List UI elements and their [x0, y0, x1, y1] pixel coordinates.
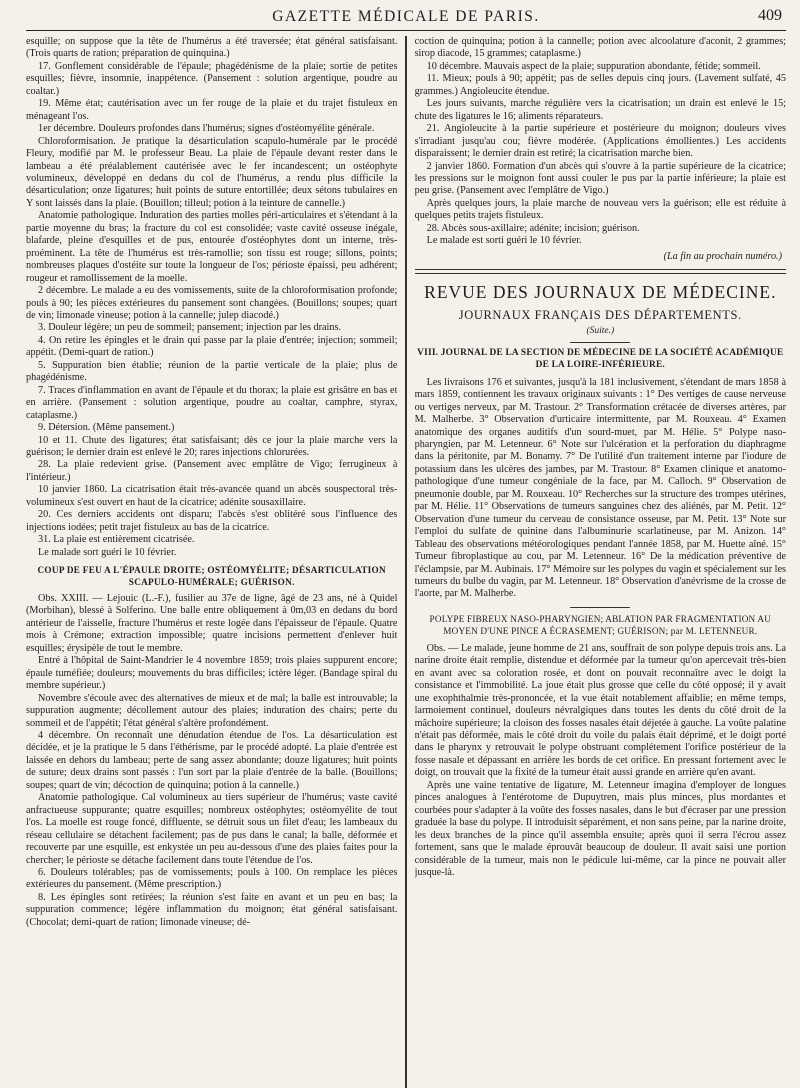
- section-rule: [415, 273, 786, 274]
- paragraph: Anatomie pathologique. Induration des parties molles péri-articulaires et s'étendant à la partie moyenne du bras; la fracture du col est consolidée; vaste cavité osseuse inégale, blafarde, pleine d'esquilles et de pus, entourée d'ostéophytes dont un interne, très-proéminent. La tête de l'humérus est très-ramollie; son tissu est rouge; sillons, points; nombreuses plaques d'ostéite sur toute la longueur de l'os; périoste épaissi, peu adhérent; rougeur et ramollissement de la moelle.: [26, 210, 398, 284]
- paragraph: 10 et 11. Chute des ligatures; état satisfaisant; dès ce jour la plaie marche vers la guérison; le dernier drain est enlevé le 20; rares injections chlorurées.: [26, 434, 398, 458]
- paragraph: 6. Douleurs tolérables; pas de vomissements; pouls à 100. On remplace les pièces extérieures du pansement. (Même prescription.): [26, 867, 398, 891]
- paragraph: 10 janvier 1860. La cicatrisation était très-avancée quand un abcès souspectoral très-volumineux s'est ouvert en haut de la cicatrice; adénite sousaxillaire.: [26, 484, 398, 508]
- case-xxiii: [26, 593, 397, 929]
- right-column: [415, 36, 786, 1088]
- columns: [26, 36, 786, 1088]
- section-title: REVUE DES JOURNAUX DE MÉDECINE.: [424, 281, 777, 302]
- paragraph: 11. Mieux; pouls à 90; appétit; pas de selles depuis cinq jours. (Lavement sulfaté, 45 grammes.) Angioleucite étendue.: [414, 73, 786, 97]
- case-continuation-right: [415, 36, 786, 248]
- paragraph: Les jours suivants, marche régulière vers la cicatrisation; un drain est enlevé le 15; chute des ligatures le 16; aliments réparateurs.: [414, 98, 786, 122]
- paragraph: Anatomie pathologique. Cal volumineux au tiers supérieur de l'humérus; vaste cavité anfractueuse suppurante; quatre esquilles; nombreux ostéophytes; ostéomyélite de tout l'os. La moelle est rouge foncé, diffluente, se détruit sous un filet d'eau; les lambeaux du réseau cellulaire se détachent facilement; pas de pus dans le canal; la balle, déformée et recouverte par une esquille, est enkystée un peu au-dessous d'une des plaies faites pour la chercher; le périoste se détache facilement dans toute l'étendue de l'os.: [26, 792, 398, 866]
- page-header: [26, 6, 786, 31]
- short-rule: [570, 342, 630, 343]
- paragraph: 2 janvier 1860. Formation d'un abcès qui s'ouvre à la partie supérieure de la cicatrice; les pressions sur le moignon font aussi couler le pus par la partie inférieure; la plaie est peu grise. (Pansement avec l'emplâtre de Vigo.): [414, 160, 786, 197]
- paragraph: Entré à l'hôpital de Saint-Mandrier le 4 novembre 1859; trois plaies suppurent encore; épaule tuméfiée; douleurs; mouvements du bras difficiles; ictère léger. (Bandage spiral du membre supérieur.): [26, 655, 398, 692]
- paragraph: 8. Les épingles sont retirées; la réunion s'est faite en avant et un peu en bas; la suppuration commence; légère inflammation du moignon; état général satisfaisant. (Chocolat; demi-quart de ration; limonade vineuse; dé-: [26, 891, 398, 928]
- paragraph: 4 décembre. On reconnaît une dénudation étendue de l'os. La désarticulation est décidée, et je la pratique le 5 dans l'éthérisme, par le procédé adopté. La plaie d'entrée est laissée en dehors du lambeau; perte de sang assez abondante; douze ligatures; huit points de suture; deux drains sont passés : l'un sort par la plaie d'entrée de la balle. (Bouillons; soupes; quart de vin; décoction de quinquina; potion à la cannelle.): [26, 730, 398, 791]
- paragraph: Après quelques jours, la plaie marche de nouveau vers la guérison; elle est réduite à quelques petits trajets fistuleux.: [414, 197, 786, 222]
- paragraph: 9. Détersion. (Même pansement.): [38, 422, 175, 434]
- page-number: 409: [758, 7, 782, 24]
- paragraph: 28. Abcès sous-axillaire; adénite; incision; guérison.: [426, 222, 640, 234]
- section-subtitle: JOURNAUX FRANÇAIS DES DÉPARTEMENTS.: [458, 307, 742, 322]
- journal-title: GAZETTE MÉDICALE DE PARIS.: [272, 8, 540, 25]
- paragraph: 17. Gonflement considérable de l'épaule; phagédénisme de la plaie; sortie de petites esquilles; fièvre, insomnie, inappétence. (Pansement : solution argentique, poudre au coaltar.): [26, 60, 398, 97]
- paragraph: Chloroformisation. Je pratique la désarticulation scapulo-humérale par le procédé Fleury, modifié par M. le professeur Beau. La plaie de l'épaule devant rester dans le lambeau a été préalablement cautérisée avec le fer incandescent; un ostéophyte volumineux, développé en dedans du col de l'humérus, a rendu plus difficile la désarticulation; onze ligatures; huit points de suture entortillée; deux sétons tubulaires en Y sont laissés dans la plaie. (Bouillon; tilleul; potion à la teinture de cannelle.): [26, 135, 398, 209]
- paragraph: 2 décembre. Le malade a eu des vomissements, suite de la chloroformisation profonde; pouls à 90; les pièces extérieures du pansement sont changées. (Bouillons; soupes; quart de vin; limonade vineuse; potion à la cannelle; julep diacodé.): [26, 285, 398, 321]
- paragraph: Les livraisons 176 et suivantes, jusqu'à la 181 inclusivement, s'étendant de mars 1858 à mars 1859, contiennent les travaux originaux suivants : 1° Des vertiges de cause nerveuse ou vertiges nerveux, par M. Trastour. 2° Transformation crétacée de diverses artères, par M. Malherbe. 3° Observation d'urticaire intermittente, par M. Rouxeau. 4° Examen anatomique des organes auditifs d'un sourd-muet, par M. Hélie. 5° Polype naso-pharyngien, par M. Letenneur. 6° Note sur l'ulcération et la perforation du diaphragme dans la péritonite, par M. Bonamy. 7° De l'utilité d'un traitement interne par l'iodure de potassium dans les ulcères des jambes, par M. Trastour. 8° Examen clinique et anatomo-pathologique d'une tumeur congéniale de la face, par M. Calloch. 9° Observation de pneumonie double, par M. Rouxeau. 10° Recherches sur la structure des trompes utérines, par M. Hélie. 11° Observations de tumeurs sanguines chez des aliénés, par M. Petit. 12° Observation d'une tumeur du cerveau de consistance osseuse, par M. Petit. 13° Note sur l'emploi du sulfate de quinine dans l'albuminurie scarlatineuse, par M. Anizon. 14° Tableau des observations météorologiques pendant l'année 1858, par M. Huette aîné. 15° Tumeur fibroplastique au cou, par M. Letenneur. 16° De la médication préventive de l'éclampsie, par M. Aubinais. 17° Mémoire sur les polypes du vagin et spécialement sur les tumeurs du bulbe du vagin, par M. Letenneur. 18° Observation d'anévrisme de la crosse de l'aorte, par M. Malherbe.: [414, 376, 786, 600]
- article-heading: POLYPE FIBREUX NASO-PHARYNGIEN; ABLATION PAR FRAGMENTATION AU MOYEN D'UNE PINCE A ÉCRASEMENT; GUÉRISON; par M. LETENNEUR.: [429, 613, 772, 636]
- paragraph: Novembre s'écoule avec des alternatives de mieux et de mal; la balle est introuvable; la suppuration augmente; décollement autour des plaies; induration des chairs; perte du sommeil et de l'appétit; l'état général s'altère profondément.: [26, 692, 398, 729]
- paragraph: 20. Ces derniers accidents ont disparu; l'abcès s'est oblitéré sous l'influence des injections iodées; petit trajet fistuleux au bas de la cicatrice.: [26, 509, 398, 533]
- paragraph: 21. Angioleucite à la partie supérieure et postérieure du moignon; douleurs vives s'irradiant jusqu'au cou; fièvre modérée. (Applications émollientes.) Les accidents disparaissent; le dernier drain est retiré; la cicatrisation marche bien.: [414, 123, 786, 160]
- paragraph: Le malade sort guéri le 10 février.: [38, 546, 177, 558]
- paragraph: Obs. — Le malade, jeune homme de 21 ans, souffrait de son polype depuis trois ans. La narine droite était remplie, distendue et déformée par la tumeur qu'on apercevait très-bien en avant avec sa coloration rosée, et dont on pouvait reconnaître avec le doigt la consistance et l'immobilité. La joue était plus grosse que celle du côté opposé; il y avait une exophthalmie très-prononcée, et la vue était notablement affaiblie; en même temps, larmoiement continuel, douleurs névralgiques dans toutes les dents du côté droit de la mâchoire supérieure; la cloison des fosses nasales était déjetée à gauche. La voûte palatine n'était pas déformée, mais le côté droit du voile du palais était déprimé, et le doigt porté dans le pharynx y retrouvait le polype obstruant complétement l'orifice postérieur de la fosse nasale et dépassant en arrière les bords de cet orifice. En pressant fortement avec le doigt, on trouvait que la fixité de la tumeur était aussi grande en arrière qu'en avant.: [414, 642, 786, 779]
- paragraph: Après une vaine tentative de ligature, M. Letenneur imagina d'employer de longues pinces analogues à l'entérotome de Dupuytren, mais plus minces, plus mordantes et courbées pour s'adapter à la voûte des fosses nasales, dans le but d'écraser par une pression graduée la base du polype. Il introduisit séparément, et non sans peine, par la narine droite, les deux branches de la pince qu'il assembla ensuite; après quoi il serra l'écrou assez fortement, sans que le malade éprouvât beaucoup de douleur. Il avait saisi une portion considérable de la tumeur, mais non le pédicule lui-même, car la pince ne pouvait aller jusque-là.: [414, 779, 786, 879]
- paragraph: Le malade est sorti guéri le 10 février.: [426, 235, 582, 247]
- short-rule: [570, 607, 630, 608]
- paragraph: esquille; on suppose que la tête de l'humérus a été traversée; état général satisfaisant. (Trois quarts de ration; préparation de quinquina.): [26, 36, 398, 60]
- journal-section-heading: VIII. JOURNAL DE LA SECTION DE MÉDECINE DE LA SOCIÉTÉ ACADÉMIQUE DE LA LOIRE-INFÉRIEURE.: [417, 347, 784, 370]
- paragraph: 10 décembre. Mauvais aspect de la plaie; suppuration abondante, fétide; sommeil.: [426, 60, 761, 72]
- paragraph: 4. On retire les épingles et le drain qui passe par la plaie d'entrée; injection; sommeil; appétit. (Demi-quart de ration.): [26, 334, 398, 359]
- column-divider: [405, 36, 406, 1088]
- paragraph: 1er décembre. Douleurs profondes dans l'humérus; signes d'ostéomyélite générale.: [38, 123, 375, 135]
- paragraph: Obs. XXIII. — Lejouic (L.-F.), fusilier au 37e de ligne, âgé de 23 ans, né à Quidel (Morbihan), blessé à Solferino. Une balle entre obliquement à 0m,03 en dedans du bord antérieur de l'aisselle, fracture l'humérus et reste logée dans l'épaisseur de l'épaule. Quatre mois à Crémone; extraction impossible; quatre incisions permettent d'enlever huit esquilles; érysipèle de tout le membre.: [26, 593, 398, 654]
- paragraph: 3. Douleur légère; un peu de sommeil; pansement; injection par les drains.: [38, 322, 341, 334]
- section-rule: [415, 269, 786, 270]
- paragraph: 31. La plaie est entièrement cicatrisée.: [38, 534, 195, 546]
- paragraph: 7. Traces d'inflammation en avant de l'épaule et du thorax; la plaie est grisâtre en bas et en arrière. (Pansement : solution argentique, poudre au coaltar, camphre, styrax, cataplasme.): [26, 384, 398, 421]
- case-subheading: COUP DE FEU A L'ÉPAULE DROITE; OSTÉOMYÉLITE; DÉSARTICULATION SCAPULO-HUMÉRALE; GUÉRISON.: [37, 565, 386, 588]
- paragraph: 19. Même état; cautérisation avec un fer rouge de la plaie et du trajet fistuleux en ménageant l'os.: [26, 98, 398, 122]
- paragraph: 28. La plaie redevient grise. (Pansement avec emplâtre de Vigo; ferrugineux à l'intérieur.): [26, 459, 398, 483]
- paragraph: coction de quinquina; potion à la cannelle; potion avec alcoolature d'aconit, 2 grammes; sirop diacode, 15 grammes; cataplasme.): [414, 36, 786, 60]
- left-column: [26, 36, 397, 1088]
- paragraph: 5. Suppuration bien établie; réunion de la partie verticale de la plaie; plus de phagédénisme.: [26, 359, 398, 384]
- case-continuation: [26, 36, 397, 559]
- continuation-note: (La fin au prochain numéro.): [663, 250, 782, 262]
- suite-label: (Suite.): [586, 325, 615, 336]
